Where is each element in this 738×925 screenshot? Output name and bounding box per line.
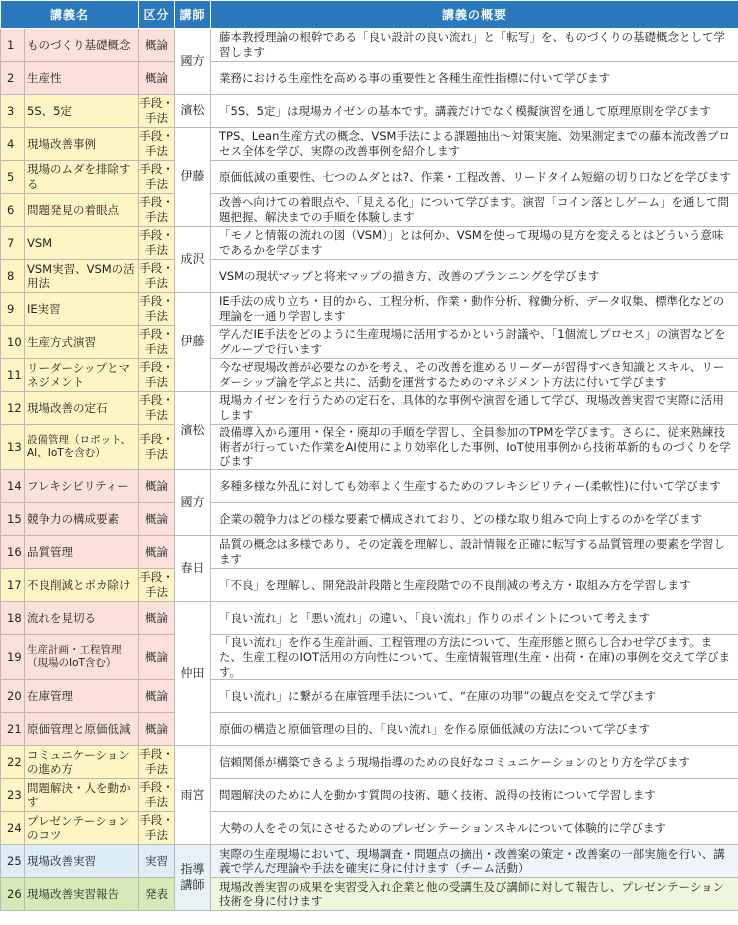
lecture-overview: 現場改善実習の成果を実習受入れ企業と他の受講生及び講師に対して報告し、プレゼンテーション技術を身に付けます	[211, 878, 738, 911]
row-number: 16	[1, 536, 25, 569]
row-number: 5	[1, 161, 25, 194]
table-row	[1, 746, 738, 779]
lecture-category: 手段・手法	[139, 128, 175, 161]
lecture-overview: 現場カイゼンを行うための定石を、具体的な事例や演習を通して学び、現場改善実習で実際に活用します	[211, 392, 738, 425]
table-header-row	[1, 1, 738, 29]
table-row	[1, 62, 738, 95]
lecture-overview: 「良い流れ」を作る生産計画、工程管理の方法について、生産形態と照らし合わせ学びます。また、生産工程のIOT活用の方向性について、生産情報管理(生産・出荷・在庫)の事例を交えて学びます。	[211, 635, 738, 680]
instructor-cell: 成沢	[175, 227, 211, 293]
lecture-name: 品質管理	[25, 536, 139, 569]
table-row	[1, 425, 738, 470]
instructor-cell: 國方	[175, 470, 211, 536]
lecture-category: 概論	[139, 470, 175, 503]
lecture-category: 手段・手法	[139, 194, 175, 227]
row-number: 20	[1, 680, 25, 713]
table-row	[1, 713, 738, 746]
lecture-category: 概論	[139, 635, 175, 680]
table-row	[1, 878, 738, 911]
lecture-category: 手段・手法	[139, 392, 175, 425]
lecture-category: 手段・手法	[139, 812, 175, 845]
lecture-category: 手段・手法	[139, 260, 175, 293]
table-row	[1, 602, 738, 635]
lecture-overview: 「不良」を理解し、開発設計段階と生産段階での不良削減の考え方・取組み方を学習します	[211, 569, 738, 602]
table-row	[1, 812, 738, 845]
lecture-category: 手段・手法	[139, 746, 175, 779]
instructor-cell: 伊藤	[175, 128, 211, 227]
lecture-category: 手段・手法	[139, 569, 175, 602]
lecture-overview: 原価の構造と原価管理の目的、「良い流れ」を作る原価低減の方法について学びます	[211, 713, 738, 746]
row-number: 4	[1, 128, 25, 161]
lecture-category: 手段・手法	[139, 161, 175, 194]
row-number: 8	[1, 260, 25, 293]
instructor-cell: 國方	[175, 29, 211, 95]
lecture-category: 概論	[139, 680, 175, 713]
lecture-name: 原価管理と原価低減	[25, 713, 139, 746]
row-number: 26	[1, 878, 25, 911]
header-lecture-name: 講義名	[1, 1, 139, 29]
lecture-name: 現場改善の定石	[25, 392, 139, 425]
lecture-name: 現場改善実習報告	[25, 878, 139, 911]
lecture-category: 手段・手法	[139, 779, 175, 812]
row-number: 11	[1, 359, 25, 392]
table-row	[1, 680, 738, 713]
lecture-overview: 藤本教授理論の根幹である「良い設計の良い流れ」と「転写」を、ものづくりの基礎概念として学習します	[211, 29, 738, 62]
lecture-category: 手段・手法	[139, 326, 175, 359]
header-overview: 講義の概要	[211, 1, 738, 29]
row-number: 13	[1, 425, 25, 470]
row-number: 17	[1, 569, 25, 602]
row-number: 9	[1, 293, 25, 326]
lecture-category: 概論	[139, 536, 175, 569]
lecture-name: 設備管理（ロボット、AI、IoTを含む）	[25, 425, 139, 470]
table-row	[1, 845, 738, 878]
row-number: 10	[1, 326, 25, 359]
lecture-category: 手段・手法	[139, 95, 175, 128]
row-number: 24	[1, 812, 25, 845]
lecture-category: 概論	[139, 602, 175, 635]
lecture-overview: 信頼関係が構築できるよう現場指導のための良好なコミュニケーションのとり方を学びます	[211, 746, 738, 779]
lecture-category: 発表	[139, 878, 175, 911]
instructor-cell: 濱松	[175, 95, 211, 128]
lecture-category: 手段・手法	[139, 425, 175, 470]
lecture-overview: 問題解決のために人を動かす質問の技術、聴く技術、説得の技術について学習します	[211, 779, 738, 812]
lecture-name: 流れを見切る	[25, 602, 139, 635]
table-row	[1, 326, 738, 359]
header-category: 区分	[139, 1, 175, 29]
row-number: 15	[1, 503, 25, 536]
lecture-overview: 「5S、5定」は現場カイゼンの基本です。講義だけでなく模擬演習を通して原理原則を学びます	[211, 95, 738, 128]
lecture-category: 概論	[139, 29, 175, 62]
table-row	[1, 260, 738, 293]
instructor-cell: 伊藤	[175, 293, 211, 392]
table-row	[1, 359, 738, 392]
lecture-name: 生産性	[25, 62, 139, 95]
table-row	[1, 569, 738, 602]
lecture-name: 問題発見の着眼点	[25, 194, 139, 227]
table-row	[1, 293, 738, 326]
table-row	[1, 470, 738, 503]
lecture-name: 問題解決・人を動かす	[25, 779, 139, 812]
lecture-overview: 品質の概念は多様であり、その定義を理解し、設計情報を正確に転写する品質管理の要素を学習します	[211, 536, 738, 569]
lecture-overview: TPS、Lean生産方式の概念、VSM手法による課題抽出～対策実施、効果測定までの藤本流改善プロセス全体を学び、実際の改善事例を紹介します	[211, 128, 738, 161]
lecture-overview: 「良い流れ」と「悪い流れ」の違い、「良い流れ」作りのポイントについて考えます	[211, 602, 738, 635]
instructor-cell: 春日	[175, 536, 211, 602]
lecture-overview: 実際の生産現場において、現場調査・問題点の摘出・改善案の策定・改善案の一部実施を行い、講義で学んだ理論や手法を確実に身に付けます（チーム活動）	[211, 845, 738, 878]
instructor-cell: 仲田	[175, 602, 211, 746]
lecture-name: コミュニケーションの進め方	[25, 746, 139, 779]
lecture-name: 不良削減とポカ除け	[25, 569, 139, 602]
lecture-overview: 大勢の人をその気にさせるためのプレゼンテーションスキルについて体験的に学びます	[211, 812, 738, 845]
table-row	[1, 503, 738, 536]
row-number: 1	[1, 29, 25, 62]
lecture-category: 手段・手法	[139, 293, 175, 326]
lecture-name: フレキシビリティー	[25, 470, 139, 503]
row-number: 7	[1, 227, 25, 260]
instructor-cell: 雨宮	[175, 746, 211, 845]
lecture-name: リーダーシップとマネジメント	[25, 359, 139, 392]
lecture-category: 概論	[139, 713, 175, 746]
lecture-name: ものづくり基礎概念	[25, 29, 139, 62]
lecture-category: 概論	[139, 62, 175, 95]
header-instructor: 講師	[175, 1, 211, 29]
lecture-name: VSM実習、VSMの活用法	[25, 260, 139, 293]
lecture-name: プレゼンテーションのコツ	[25, 812, 139, 845]
row-number: 12	[1, 392, 25, 425]
lecture-name: 現場改善実習	[25, 845, 139, 878]
table-row	[1, 161, 738, 194]
lecture-overview: VSMの現状マップと将来マップの描き方、改善のプランニングを学びます	[211, 260, 738, 293]
lecture-overview: 改善へ向けての着眼点や、「見える化」について学びます。演習「コイン落としゲーム」を通して問題把握、解決までの手順を体験します	[211, 194, 738, 227]
lecture-overview: 設備導入から運用・保全・廃却の手順を学習し、全員参加のTPMを学びます。さらに、従来熟練技術者が行っていた作業をAI使用により効率化した事例、IoT使用事例から技術革新的ものづくりを学びます	[211, 425, 738, 470]
lecture-overview: 学んだIE手法をどのように生産現場に活用するかという討議や、「1個流しプロセス」の演習などをグループで行います	[211, 326, 738, 359]
lecture-overview: 今なぜ現場改善が必要なのかを考え、その改善を進めるリーダーが習得すべき知識とスキル、リーダーシップ論を学ぶと共に、活動を運営するためのマネジメント方法に付いて学びます	[211, 359, 738, 392]
row-number: 2	[1, 62, 25, 95]
row-number: 19	[1, 635, 25, 680]
lecture-category: 手段・手法	[139, 227, 175, 260]
table-row	[1, 536, 738, 569]
lecture-overview: 「モノと情報の流れの図（VSM）」とは何か、VSMを使って現場の見方を変えるとはどういう意味であるかを学びます	[211, 227, 738, 260]
row-number: 14	[1, 470, 25, 503]
lecture-category: 手段・手法	[139, 359, 175, 392]
table-row	[1, 194, 738, 227]
instructor-cell: 指導講師	[175, 845, 211, 911]
instructor-cell: 濱松	[175, 392, 211, 470]
table-row	[1, 635, 738, 680]
lecture-name: 競争力の構成要素	[25, 503, 139, 536]
table-row	[1, 128, 738, 161]
lecture-overview: 多種多様な外乱に対しても効率よく生産するためのフレキシビリティー(柔軟性)に付いて学びます	[211, 470, 738, 503]
lecture-name: IE実習	[25, 293, 139, 326]
table-row	[1, 29, 738, 62]
row-number: 3	[1, 95, 25, 128]
lecture-name: 現場改善事例	[25, 128, 139, 161]
lecture-name: 在庫管理	[25, 680, 139, 713]
lecture-name: 5S、5定	[25, 95, 139, 128]
lecture-category: 概論	[139, 503, 175, 536]
lecture-category: 実習	[139, 845, 175, 878]
lecture-name: VSM	[25, 227, 139, 260]
row-number: 21	[1, 713, 25, 746]
lecture-overview: IE手法の成り立ち・目的から、工程分析、作業・動作分析、稼働分析、データ収集、標準化などの理論を一通り学習します	[211, 293, 738, 326]
row-number: 23	[1, 779, 25, 812]
row-number: 18	[1, 602, 25, 635]
lecture-overview: 「良い流れ」に繋がる在庫管理手法について、“在庫の功罪”の観点を交えて学びます	[211, 680, 738, 713]
row-number: 25	[1, 845, 25, 878]
table-row	[1, 227, 738, 260]
lecture-overview: 原価低減の重要性、七つのムダとは?、作業・工程改善、リードタイム短縮の切り口などを学びます	[211, 161, 738, 194]
row-number: 22	[1, 746, 25, 779]
lecture-name: 生産計画・工程管理（現場のIoT含む）	[25, 635, 139, 680]
table-row	[1, 95, 738, 128]
row-number: 6	[1, 194, 25, 227]
lecture-overview: 業務における生産性を高める事の重要性と各種生産性指標に付いて学びます	[211, 62, 738, 95]
table-row	[1, 779, 738, 812]
lecture-name: 生産方式演習	[25, 326, 139, 359]
lecture-name: 現場のムダを排除する	[25, 161, 139, 194]
table-row	[1, 392, 738, 425]
lecture-overview: 企業の競争力はどの様な要素で構成されており、どの様な取り組みで向上するのかを学びます	[211, 503, 738, 536]
